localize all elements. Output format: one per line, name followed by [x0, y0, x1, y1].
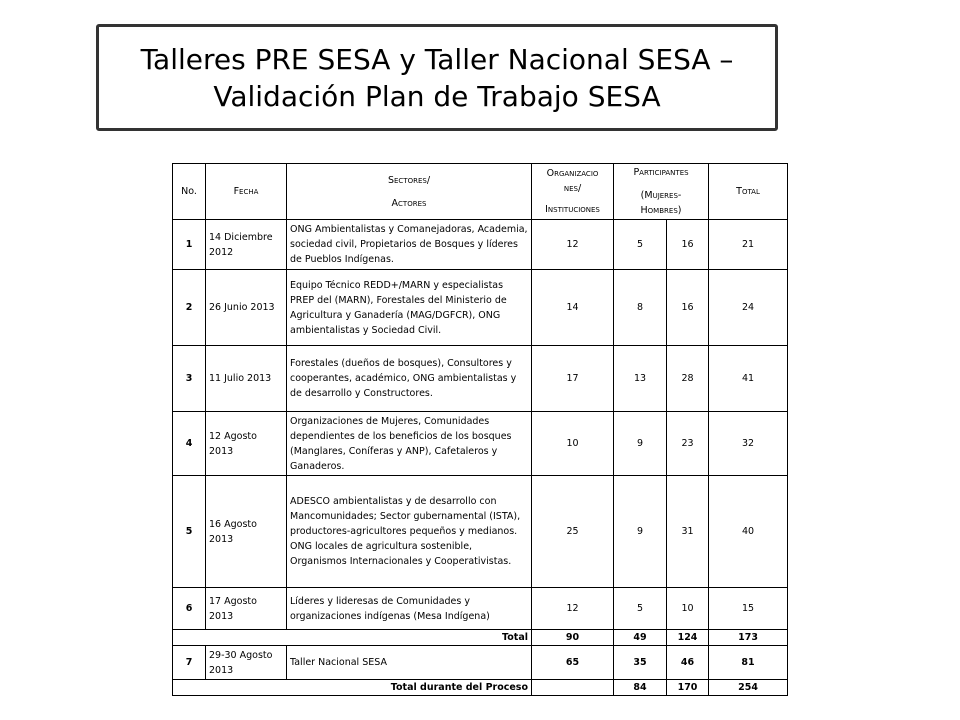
subtotal-total: 173	[709, 630, 788, 646]
row-no: 6	[173, 588, 206, 630]
grand-total-row	[173, 680, 788, 696]
title-box	[96, 24, 778, 131]
grand-total-hombres: 170	[667, 680, 709, 696]
header-row	[173, 164, 788, 220]
row-actores: ONG Ambientalistas y Comanejadoras, Academia, sociedad civil, Propietarios de Bosques y líderes de Pueblos Indígenas.	[287, 220, 532, 270]
row-hombres: 31	[667, 476, 709, 588]
header-fecha: Fecha	[206, 164, 287, 220]
row-org: 10	[532, 412, 614, 476]
header-part-line1: Participantes	[633, 167, 689, 178]
row-no: 4	[173, 412, 206, 476]
row-no: 3	[173, 346, 206, 412]
table-row	[173, 588, 788, 630]
row-actores: Líderes y lideresas de Comunidades y organizaciones indígenas (Mesa Indígena)	[287, 588, 532, 630]
row-total: 32	[709, 412, 788, 476]
row-no: 2	[173, 270, 206, 346]
grand-total-org	[532, 680, 614, 696]
grand-total-total: 254	[709, 680, 788, 696]
table-row	[173, 270, 788, 346]
row-fecha: 14 Diciembre 2012	[206, 220, 287, 270]
grand-total-label: Total durante del Proceso	[173, 680, 532, 696]
row-hombres: 16	[667, 270, 709, 346]
row-total: 21	[709, 220, 788, 270]
workshops-table	[172, 163, 788, 696]
header-no: No.	[173, 164, 206, 220]
table-row-national	[173, 646, 788, 680]
row-org: 12	[532, 588, 614, 630]
subtotal-org: 90	[532, 630, 614, 646]
title-line-2: Validación Plan de Trabajo SESA	[213, 79, 661, 113]
header-part-line3: Hombres)	[640, 205, 682, 216]
header-sectores-line1: Sectores/	[387, 174, 431, 186]
row7-total: 81	[709, 646, 788, 680]
header-part-line2: (Mujeres-	[640, 190, 682, 201]
table-row	[173, 346, 788, 412]
row-mujeres: 13	[614, 346, 667, 412]
row-total: 15	[709, 588, 788, 630]
row-hombres: 10	[667, 588, 709, 630]
subtotal-row	[173, 630, 788, 646]
row-actores: ADESCO ambientalistas y de desarrollo con Mancomunidades; Sector gubernamental (ISTA), productores-agricultores pequeños y medianos. ONG locales de agricultura sostenible, Organismos Internacionales y Cooperativistas.	[287, 476, 532, 588]
row-mujeres: 9	[614, 476, 667, 588]
row-org: 12	[532, 220, 614, 270]
row-fecha: 12 Agosto 2013	[206, 412, 287, 476]
row7-actores: Taller Nacional SESA	[287, 646, 532, 680]
table-row	[173, 476, 788, 588]
row-total: 24	[709, 270, 788, 346]
header-total: Total	[709, 164, 788, 220]
header-sectores	[287, 164, 532, 220]
header-sectores-line2: Actores	[391, 197, 427, 209]
row-org: 17	[532, 346, 614, 412]
row-mujeres: 5	[614, 588, 667, 630]
row-mujeres: 5	[614, 220, 667, 270]
header-organizaciones	[532, 164, 614, 220]
row-fecha: 26 Junio 2013	[206, 270, 287, 346]
subtotal-mujeres: 49	[614, 630, 667, 646]
row7-org: 65	[532, 646, 614, 680]
subtotal-label: Total	[173, 630, 532, 646]
row-total: 40	[709, 476, 788, 588]
table-row	[173, 412, 788, 476]
row-fecha: 17 Agosto 2013	[206, 588, 287, 630]
row-mujeres: 8	[614, 270, 667, 346]
title-line-1: Talleres PRE SESA y Taller Nacional SESA –	[140, 42, 734, 76]
row7-fecha: 29-30 Agosto 2013	[206, 646, 287, 680]
row-no: 1	[173, 220, 206, 270]
row7-mujeres: 35	[614, 646, 667, 680]
row-hombres: 28	[667, 346, 709, 412]
row-mujeres: 9	[614, 412, 667, 476]
row-hombres: 16	[667, 220, 709, 270]
row7-no: 7	[173, 646, 206, 680]
grand-total-mujeres: 84	[614, 680, 667, 696]
table-row	[173, 220, 788, 270]
row-no: 5	[173, 476, 206, 588]
row-actores: Forestales (dueños de bosques), Consultores y cooperantes, académico, ONG ambientalistas y de desarrollo y Constructores.	[287, 346, 532, 412]
row-actores: Equipo Técnico REDD+/MARN y especialistas PREP del (MARN), Forestales del Ministerio de Agricultura y Ganadería (MAG/DGFCR), ONG ambientalistas y Sociedad Civil.	[287, 270, 532, 346]
header-participantes	[614, 164, 709, 220]
header-org-line3: Instituciones	[545, 204, 600, 215]
row-total: 41	[709, 346, 788, 412]
header-org-line1: Organizacio	[546, 168, 599, 179]
header-org-line2: nes/	[563, 183, 582, 194]
row7-hombres: 46	[667, 646, 709, 680]
row-fecha: 11 Julio 2013	[206, 346, 287, 412]
row-actores: Organizaciones de Mujeres, Comunidades dependientes de los beneficios de los bosques (Manglares, Coníferas y ANP), Cafetaleros y Ganaderos.	[287, 412, 532, 476]
row-hombres: 23	[667, 412, 709, 476]
row-org: 14	[532, 270, 614, 346]
row-org: 25	[532, 476, 614, 588]
subtotal-hombres: 124	[667, 630, 709, 646]
row-fecha: 16 Agosto 2013	[206, 476, 287, 588]
